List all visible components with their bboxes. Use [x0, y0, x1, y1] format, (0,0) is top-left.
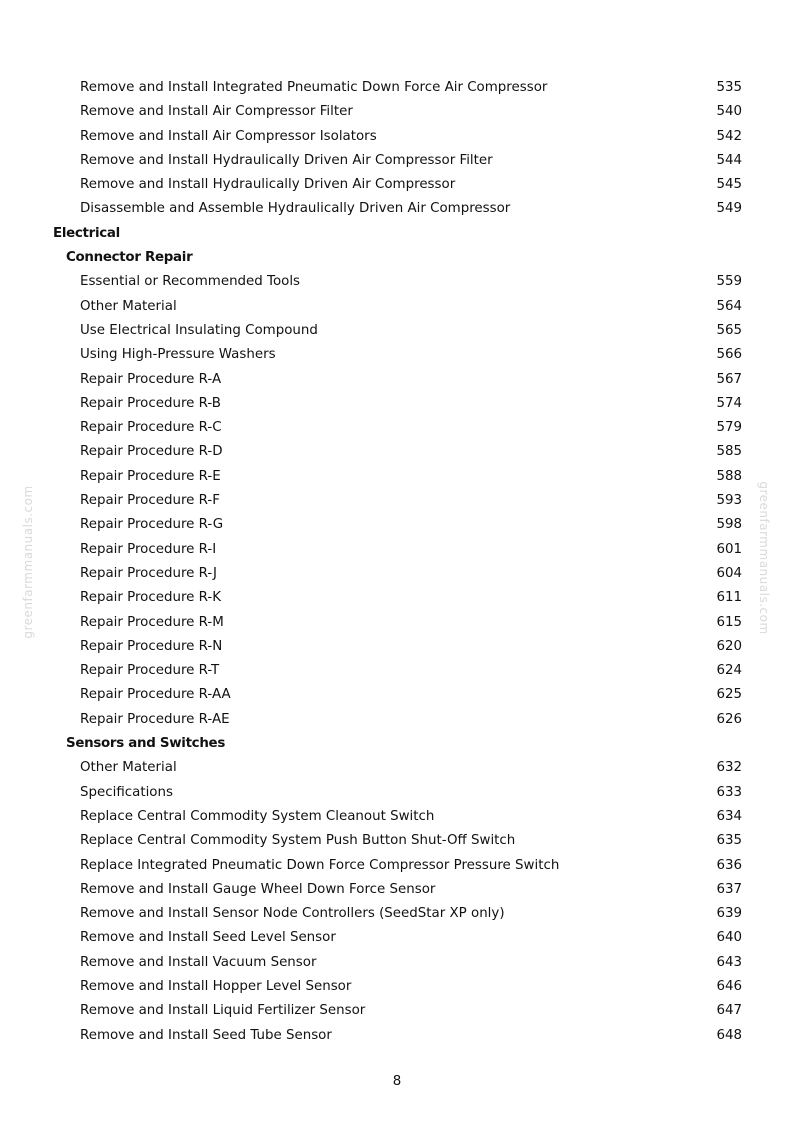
toc-entry-title: Remove and Install Air Compressor Isolators [80, 128, 377, 144]
toc-entry-title: Remove and Install Sensor Node Controllers (SeedStar XP only) [80, 906, 505, 922]
toc-entry-title: Repair Procedure R-AA [80, 687, 231, 703]
toc-entry[interactable] [0, 756, 794, 780]
toc-entry-page: 640 [716, 930, 742, 946]
toc-entry-page: 637 [716, 881, 742, 897]
toc-entry-title: Connector Repair [66, 250, 193, 266]
table-of-contents [0, 76, 794, 1048]
toc-entry-page: 559 [716, 274, 742, 290]
toc-entry[interactable] [0, 538, 794, 562]
toc-entry[interactable] [0, 926, 794, 950]
toc-entry-title: Repair Procedure R-A [80, 371, 222, 387]
toc-entry-page: 635 [716, 833, 742, 849]
page-number: 8 [392, 1074, 402, 1089]
toc-entry-title: Replace Integrated Pneumatic Down Force Compressor Pressure Switch [80, 857, 560, 873]
toc-entry[interactable] [0, 319, 794, 343]
toc-entry[interactable] [0, 125, 794, 149]
toc-entry[interactable] [0, 440, 794, 464]
toc-entry-page: 564 [716, 298, 742, 314]
toc-entry[interactable] [0, 465, 794, 489]
toc-entry[interactable] [0, 368, 794, 392]
toc-entry-page: 611 [716, 590, 742, 606]
toc-entry[interactable] [0, 392, 794, 416]
toc-entry[interactable] [0, 270, 794, 294]
toc-entry-page: 647 [716, 1003, 742, 1019]
toc-entry-title: Repair Procedure R-E [80, 468, 221, 484]
toc-entry-title: Remove and Install Seed Tube Sensor [80, 1027, 332, 1043]
toc-entry-title: Remove and Install Vacuum Sensor [80, 954, 317, 970]
toc-entry-page: 542 [716, 128, 742, 144]
toc-entry[interactable] [0, 683, 794, 707]
toc-entry-page: 588 [716, 468, 742, 484]
toc-entry-page: 540 [716, 104, 742, 120]
toc-entry-page: 593 [716, 493, 742, 509]
toc-entry-page: 579 [716, 420, 742, 436]
toc-entry[interactable] [0, 611, 794, 635]
toc-entry[interactable] [0, 489, 794, 513]
toc-entry[interactable] [0, 708, 794, 732]
toc-entry-page: 636 [716, 857, 742, 873]
toc-entry-page: 549 [716, 201, 742, 217]
toc-entry[interactable] [0, 975, 794, 999]
toc-entry-title: Remove and Install Gauge Wheel Down Force Sensor [80, 881, 436, 897]
toc-entry-title: Use Electrical Insulating Compound [80, 322, 318, 338]
toc-entry-page: 639 [716, 906, 742, 922]
toc-entry-title: Repair Procedure R-C [80, 420, 222, 436]
toc-entry-page: 598 [716, 517, 742, 533]
toc-entry[interactable] [0, 902, 794, 926]
toc-entry[interactable] [0, 100, 794, 124]
toc-entry-page: 624 [716, 663, 742, 679]
toc-entry-page: 632 [716, 760, 742, 776]
toc-entry[interactable] [0, 76, 794, 100]
toc-entry-page: 625 [716, 687, 742, 703]
toc-entry-title: Repair Procedure R-N [80, 638, 223, 654]
toc-entry-title: Replace Central Commodity System Cleanout Switch [80, 808, 435, 824]
toc-entry-page: 633 [716, 784, 742, 800]
toc-entry-title: Other Material [80, 298, 177, 314]
toc-entry-page: 604 [716, 565, 742, 581]
toc-entry-title: Essential or Recommended Tools [80, 274, 301, 290]
toc-entry-title: Repair Procedure R-D [80, 444, 223, 460]
toc-entry-page: 648 [716, 1027, 742, 1043]
toc-entry-title: Repair Procedure R-J [80, 565, 217, 581]
toc-entry-title: Replace Central Commodity System Push Button Shut-Off Switch [80, 833, 516, 849]
toc-entry[interactable] [0, 829, 794, 853]
toc-entry-page: 545 [716, 177, 742, 193]
toc-entry-title: Other Material [80, 760, 177, 776]
toc-entry-title: Specifications [80, 784, 173, 800]
toc-entry[interactable] [0, 562, 794, 586]
toc-entry-title: Remove and Install Hopper Level Sensor [80, 978, 352, 994]
toc-entry-title: Remove and Install Hydraulically Driven Air Compressor Filter [80, 152, 493, 168]
toc-entry-title: Disassemble and Assemble Hydraulically Driven Air Compressor [80, 201, 511, 217]
toc-entry-title: Sensors and Switches [66, 736, 226, 752]
toc-entry-page: 565 [716, 322, 742, 338]
toc-entry[interactable] [0, 173, 794, 197]
toc-entry-page: 601 [716, 541, 742, 557]
toc-entry-title: Remove and Install Integrated Pneumatic Down Force Air Compressor [80, 80, 548, 95]
toc-entry-title: Using High-Pressure Washers [80, 347, 276, 363]
toc-entry-page: 643 [716, 954, 742, 970]
toc-entry-title: Remove and Install Air Compressor Filter [80, 104, 353, 120]
toc-entry-page: 626 [716, 711, 742, 727]
toc-entry[interactable] [0, 416, 794, 440]
toc-entry-title: Repair Procedure R-B [80, 395, 221, 411]
toc-entry[interactable] [0, 343, 794, 367]
toc-entry-page: 544 [716, 152, 742, 168]
toc-entry-page: 585 [716, 444, 742, 460]
toc-entry-title: Repair Procedure R-I [80, 541, 217, 557]
watermark-left: greenfarmmanuals.com [21, 485, 35, 639]
toc-entry-page: 566 [716, 347, 742, 363]
toc-entry-page: 620 [716, 638, 742, 654]
toc-entry[interactable] [0, 854, 794, 878]
toc-entry-page: 567 [716, 371, 742, 387]
toc-entry-title: Repair Procedure R-M [80, 614, 224, 630]
toc-entry-title: Repair Procedure R-AE [80, 711, 230, 727]
toc-entry[interactable] [0, 149, 794, 173]
toc-entry-title: Remove and Install Liquid Fertilizer Sensor [80, 1003, 366, 1019]
toc-entry[interactable] [0, 805, 794, 829]
toc-entry-title: Remove and Install Seed Level Sensor [80, 930, 336, 946]
toc-entry-page: 646 [716, 978, 742, 994]
watermark-right: greenfarmmanuals.com [757, 481, 771, 635]
toc-section-heading[interactable] [0, 222, 794, 246]
toc-entry-page: 634 [716, 808, 742, 824]
toc-section-heading[interactable] [0, 732, 794, 756]
toc-entry[interactable] [0, 1024, 794, 1048]
toc-entry[interactable] [0, 878, 794, 902]
toc-entry[interactable] [0, 586, 794, 610]
toc-entry[interactable] [0, 635, 794, 659]
toc-entry-page: 535 [716, 80, 742, 95]
toc-entry-title: Remove and Install Hydraulically Driven Air Compressor [80, 177, 456, 193]
toc-entry[interactable] [0, 781, 794, 805]
toc-entry[interactable] [0, 659, 794, 683]
toc-entry-title: Repair Procedure R-T [80, 663, 220, 679]
toc-entry-title: Repair Procedure R-G [80, 517, 224, 533]
toc-entry[interactable] [0, 295, 794, 319]
toc-entry-title: Repair Procedure R-F [80, 493, 220, 509]
toc-entry-title: Repair Procedure R-K [80, 590, 222, 606]
toc-entry-title: Electrical [53, 225, 120, 241]
toc-entry[interactable] [0, 197, 794, 221]
toc-section-heading[interactable] [0, 246, 794, 270]
toc-entry[interactable] [0, 999, 794, 1023]
toc-entry-page: 615 [716, 614, 742, 630]
toc-entry-page: 574 [716, 395, 742, 411]
toc-entry[interactable] [0, 951, 794, 975]
toc-entry[interactable] [0, 513, 794, 537]
